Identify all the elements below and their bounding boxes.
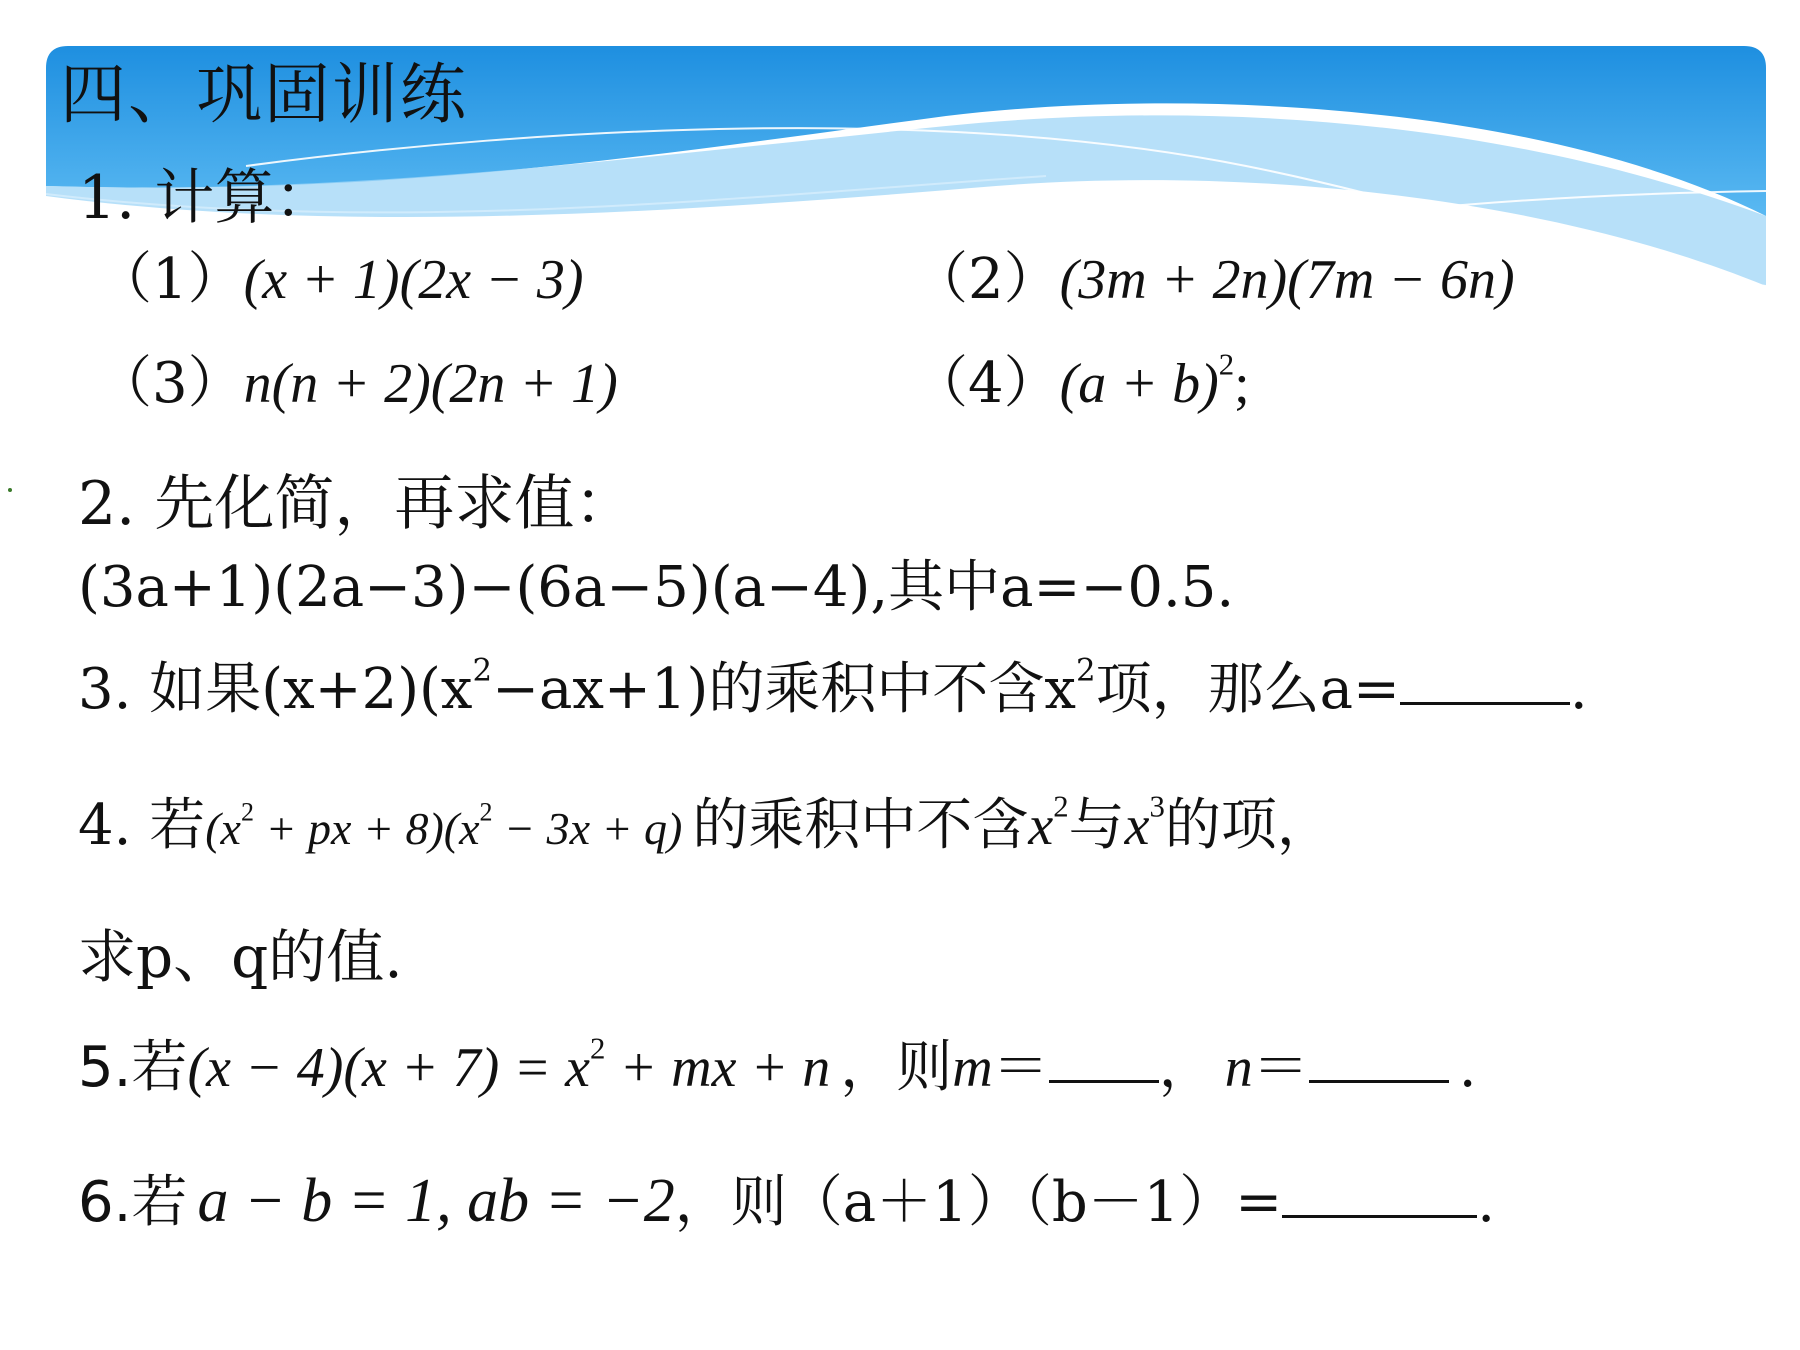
q1-part4-tail: ; — [1234, 353, 1250, 415]
q6-expr: a − b = 1, ab = −2 — [197, 1167, 675, 1235]
q1-part2-expr: (3m + 2n)(7m − 6n) — [1059, 249, 1515, 311]
q4-x3-exponent: 3 — [1149, 789, 1165, 824]
q2-expression: (3a+1)(2a−3)−(6a−5)(a−4),其中a=−0.5. — [78, 555, 1235, 620]
page-title: 四、巩固训练 — [60, 56, 468, 133]
q1-part2-num: （2） — [912, 247, 1060, 312]
q3-mid: −ax+1)的乘积中不含x — [492, 657, 1076, 722]
q5-mid: ，则 — [840, 1035, 953, 1100]
q1-part1-expr: (x + 1)(2x − 3) — [243, 249, 584, 311]
q1-part3 — [96, 351, 618, 416]
q3-answer-blank[interactable] — [1400, 701, 1570, 705]
q5-num: 5.若 — [78, 1035, 188, 1100]
q4-line-1 — [78, 789, 1333, 858]
q3-tail: 项，那么a= — [1095, 657, 1400, 722]
q4-expr-c: − 3x + q) — [492, 803, 683, 854]
q5-m-answer-blank[interactable] — [1049, 1079, 1159, 1083]
q3-end: . — [1569, 657, 1588, 722]
q2-label: 2. 先化简，再求值： — [78, 469, 635, 539]
q3-line — [78, 652, 1588, 722]
q1-label: 1. 计算： — [78, 163, 335, 233]
q4-num: 4. 若 — [78, 793, 206, 858]
q5-exponent: 2 — [589, 1031, 606, 1066]
q1-part4-expr: (a + b) — [1059, 353, 1219, 415]
q5-eq1: ＝ — [992, 1035, 1049, 1100]
q4-expr-a: (x — [205, 803, 241, 854]
q6-line — [78, 1167, 1496, 1235]
q5-eq2: ＝ — [1252, 1035, 1309, 1100]
q1-part4-exponent: 2 — [1218, 347, 1235, 382]
q4-exponent-b: 2 — [479, 797, 493, 827]
q6-num: 6.若 — [78, 1170, 188, 1235]
q5-expr-b: + mx + n — [605, 1037, 831, 1099]
q6-end: . — [1477, 1170, 1496, 1235]
q1-part2 — [912, 247, 1515, 312]
q4-tail: 的项， — [1164, 793, 1333, 858]
q4-line-2: 求p、q的值. — [78, 923, 403, 991]
q4-yu: 与 — [1068, 793, 1125, 858]
q5-n: n — [1224, 1037, 1253, 1099]
q1-part4 — [912, 347, 1250, 416]
q4-mid: 的乘积中不含 — [692, 793, 1029, 858]
q5-n-answer-blank[interactable] — [1309, 1079, 1449, 1083]
q6-mid: ，则（a＋1）（b－1）= — [674, 1170, 1283, 1235]
q4-exponent-a: 2 — [240, 797, 254, 827]
decorative-dot — [8, 488, 12, 492]
q4-x2: x — [1028, 795, 1054, 857]
q5-end: . — [1458, 1035, 1477, 1100]
q3-exponent-2: 2 — [1075, 652, 1096, 689]
q1-part1-num: （1） — [96, 247, 244, 312]
q1-part4-num: （4） — [912, 351, 1060, 416]
q1-part3-num: （3） — [96, 351, 244, 416]
q5-m: m — [952, 1037, 993, 1099]
q4-expr-b: + px + 8)(x — [253, 803, 480, 854]
q1-part1 — [96, 247, 584, 312]
q4-x2-exponent: 2 — [1053, 789, 1069, 824]
q4-x3: x — [1124, 795, 1150, 857]
q5-expr-a: (x − 4)(x + 7) = x — [187, 1037, 590, 1099]
q1-part3-expr: n(n + 2)(2n + 1) — [243, 353, 618, 415]
q5-line — [78, 1031, 1477, 1100]
q3-lead: 3. 如果(x+2)(x — [78, 657, 473, 722]
q3-exponent-1: 2 — [472, 652, 493, 689]
q6-answer-blank[interactable] — [1282, 1214, 1477, 1218]
q5-sep: ， — [1158, 1035, 1215, 1100]
